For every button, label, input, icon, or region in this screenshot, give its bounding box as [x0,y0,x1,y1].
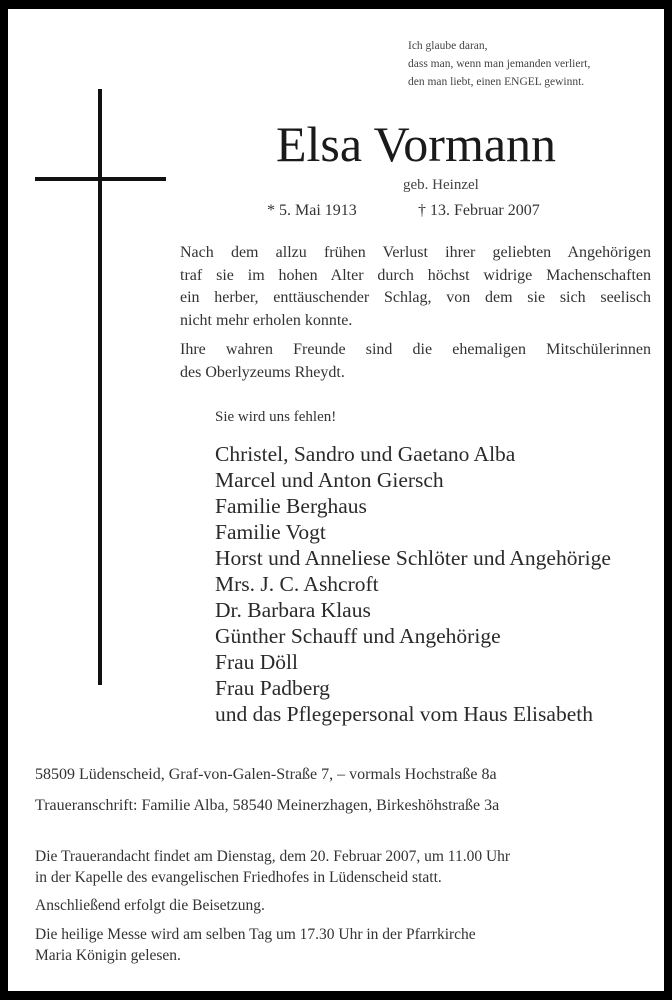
motto-line: Ich glaube daran, [408,40,488,52]
paragraph-line: Nach dem allzu frühen Verlust ihrer geliebten Angehörigen [180,244,651,261]
obituary-page [8,9,664,991]
mourner: Familie Vogt [215,520,326,544]
death-date: † 13. Februar 2007 [418,202,540,219]
birth-date: * 5. Mai 1913 [267,202,357,219]
info-line: Anschließend erfolgt die Beisetzung. [35,897,265,914]
paragraph-line: traf sie im hohen Alter durch höchst widrige Machenschaften [180,266,651,284]
mourner: Frau Döll [215,650,299,674]
paragraph-line: Ihre wahren Freunde sind die ehemaligen Mitschülerinnen [180,341,651,358]
mourner: Mrs. J. C. Ashcroft [215,572,379,596]
motto-line: den man liebt, einen ENGEL gewinnt. [408,76,585,88]
info-line: in der Kapelle des evangelischen Friedhofes in Lüdenscheid statt. [35,869,442,886]
info-line: Maria Königin gelesen. [35,947,181,964]
mourners-list [215,441,611,727]
closing-line: Sie wird uns fehlen! [215,409,337,425]
mourner: Frau Padberg [215,676,330,700]
motto-line: dass man, wenn man jemanden verliert, [408,58,591,70]
mourner: Dr. Barbara Klaus [215,598,371,622]
text-paragraph-1 [180,242,651,332]
info-line: Die Trauerandacht findet am Dienstag, dem 20. Februar 2007, um 11.00 Uhr [35,848,511,865]
mourner: Marcel und Anton Giersch [215,468,444,492]
cross-icon-bar [35,177,166,181]
maiden-name: geb. Heinzel [403,177,479,193]
paragraph-line: des Oberlyzeums Rheydt. [180,363,345,381]
mourner: Horst und Anneliese Schlöter und Angehörige [215,546,611,570]
text-paragraph-2 [180,339,651,384]
mourner: und das Pflegepersonal vom Haus Elisabeth [215,702,593,726]
mass-info [35,924,476,966]
paragraph-line: nicht mehr erholen konnte. [180,311,353,329]
paragraph-line: ein herber, enttäuschender Schlag, von dem sie sich seelisch [180,289,651,306]
mourner: Christel, Sandro und Gaetano Alba [215,442,516,466]
burial-info [35,895,265,916]
memorial-service-info [35,846,510,888]
mourner: Günther Schauff und Angehörige [215,624,501,648]
deceased-name-text: Elsa Vormann [275,116,557,172]
mourner: Familie Berghaus [215,494,367,518]
deceased-name [0,115,672,173]
residence-address: 58509 Lüdenscheid, Graf-von-Galen-Straße 7, – vormals Hochstraße 8a [35,766,497,783]
motto-quote [408,37,590,91]
mourning-address: Traueranschrift: Familie Alba, 58540 Meinerzhagen, Birkeshöhstraße 3a [35,797,500,814]
info-line: Die heilige Messe wird am selben Tag um 17.30 Uhr in der Pfarrkirche [35,926,476,943]
